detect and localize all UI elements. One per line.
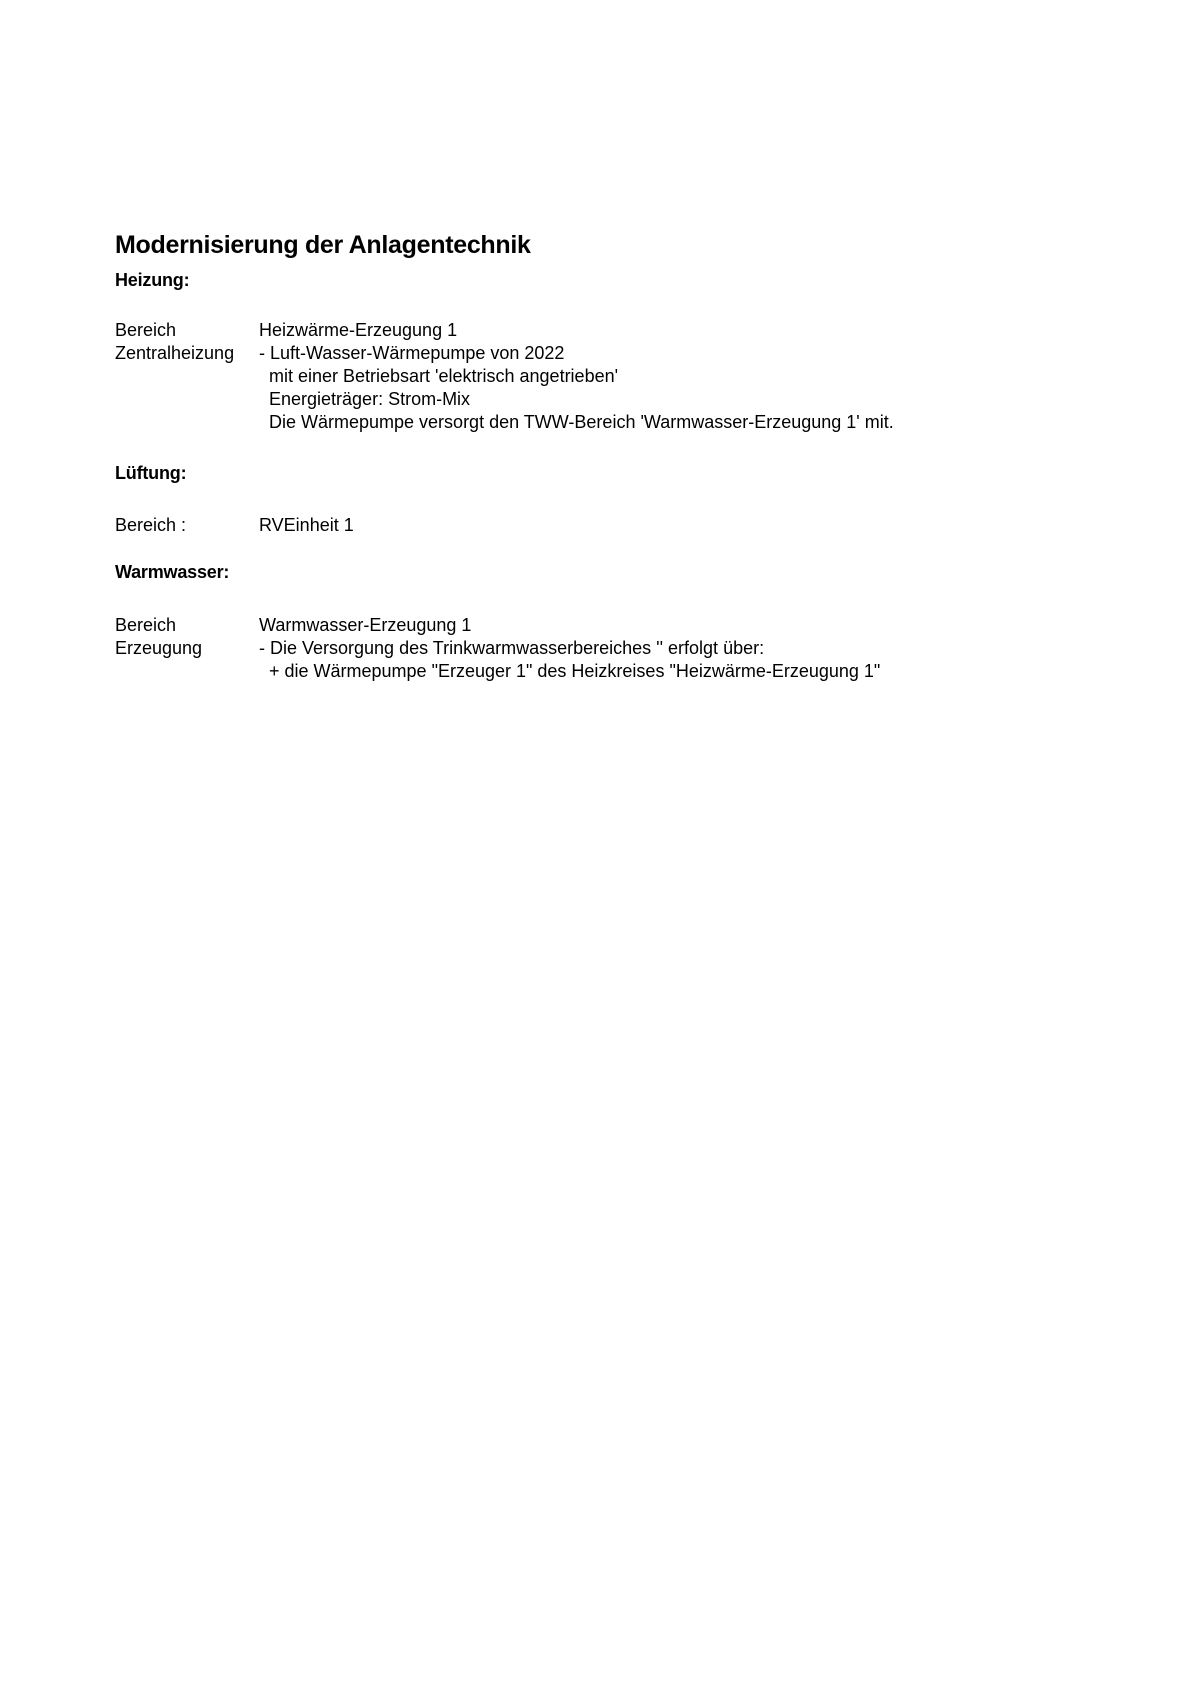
heizung-block	[115, 319, 1115, 434]
lueftung-label-bereich: Bereich :	[115, 515, 187, 535]
warmwasser-row-bereich	[115, 614, 1115, 637]
heizung-detail-betriebsart: mit einer Betriebsart 'elektrisch angetrieben'	[269, 366, 619, 386]
heizung-detail-energietraeger: Energieträger: Strom-Mix	[269, 389, 471, 409]
warmwasser-label-bereich: Bereich	[115, 615, 177, 635]
heizung-detail-row	[115, 365, 1115, 388]
warmwasser-value-bereich: Warmwasser-Erzeugung 1	[259, 615, 472, 635]
heizung-detail-tww: Die Wärmepumpe versorgt den TWW-Bereich 'Warmwasser-Erzeugung 1' mit.	[269, 412, 894, 432]
warmwasser-block	[115, 614, 1115, 683]
warmwasser-detail-waermepumpe: + die Wärmepumpe "Erzeuger 1" des Heizkreises "Heizwärme-Erzeugung 1"	[269, 661, 881, 681]
lueftung-row-bereich	[115, 514, 1115, 537]
heizung-value-zentralheizung: - Luft-Wasser-Wärmepumpe von 2022	[259, 343, 565, 363]
heizung-detail-row	[115, 388, 1115, 411]
heizung-label-zentralheizung: Zentralheizung	[115, 343, 235, 363]
lueftung-block	[115, 514, 1115, 537]
warmwasser-value-erzeugung: - Die Versorgung des Trinkwarmwasserbereiches '' erfolgt über:	[259, 638, 765, 658]
section-heading-heizung: Heizung:	[115, 270, 190, 290]
document-page	[115, 230, 1115, 683]
heizung-detail-row	[115, 411, 1115, 434]
section-heading-warmwasser: Warmwasser:	[115, 562, 230, 582]
heizung-label-bereich: Bereich	[115, 320, 177, 340]
heizung-row-bereich	[115, 319, 1115, 342]
section-heading-lueftung: Lüftung:	[115, 463, 187, 483]
warmwasser-detail-row	[115, 660, 1115, 683]
lueftung-value-bereich: RVEinheit 1	[259, 515, 354, 535]
page-title: Modernisierung der Anlagentechnik	[115, 231, 531, 259]
warmwasser-label-erzeugung: Erzeugung	[115, 638, 203, 658]
warmwasser-row-erzeugung	[115, 637, 1115, 660]
heizung-row-zentralheizung	[115, 342, 1115, 365]
heizung-value-bereich: Heizwärme-Erzeugung 1	[259, 320, 458, 340]
